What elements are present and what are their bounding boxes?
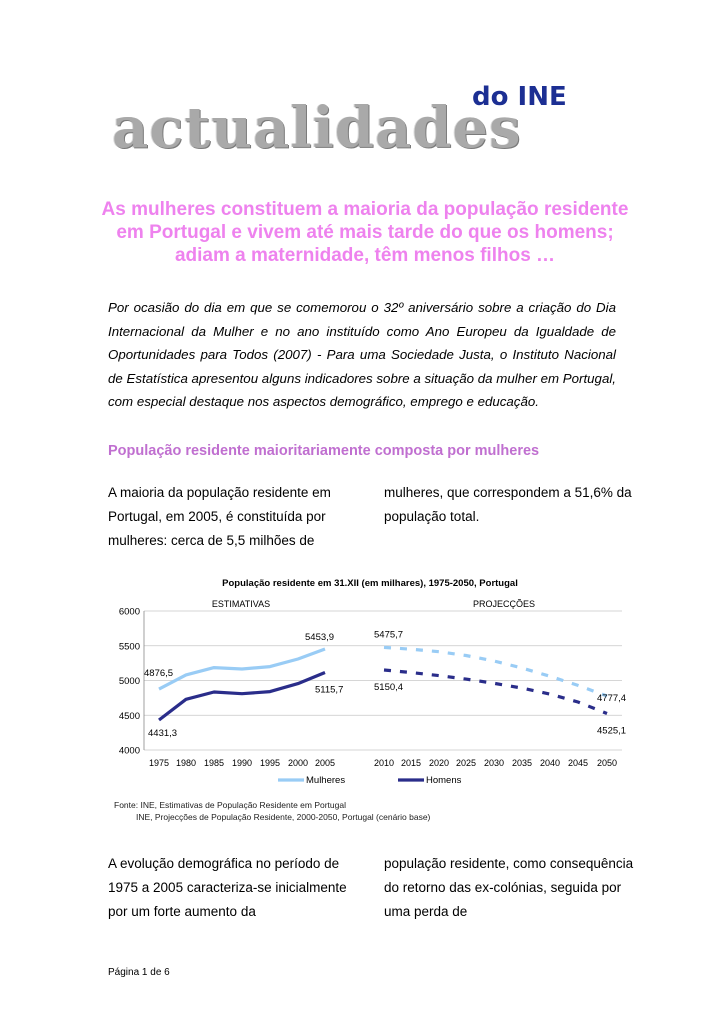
source-line-2: INE, Projecções de População Residente, 2000-2050, Portugal (cenário base) bbox=[136, 812, 431, 822]
x-tick-label: 2040 bbox=[539, 758, 561, 768]
x-tick-label: 2050 bbox=[596, 758, 618, 768]
series-homens-projections-line bbox=[384, 670, 607, 714]
y-tick-label: 4000 bbox=[118, 745, 140, 757]
x-tick-label: 2020 bbox=[428, 758, 450, 768]
page-number: Página 1 de 6 bbox=[108, 967, 170, 978]
data-label: 4777,4 bbox=[597, 692, 627, 704]
source-line-1: Fonte: INE, Estimativas de População Residente em Portugal bbox=[114, 800, 346, 810]
x-tick-label: 2045 bbox=[567, 758, 589, 768]
y-tick-label: 4500 bbox=[118, 710, 140, 722]
chart-svg bbox=[100, 572, 640, 802]
y-tick-label: 5500 bbox=[118, 641, 140, 653]
data-label: 4876,5 bbox=[144, 668, 174, 680]
section-label-estimates: ESTIMATIVAS bbox=[211, 599, 271, 609]
section-label-projections: PROJECÇÕES bbox=[472, 599, 536, 609]
y-tick-label: 5000 bbox=[118, 676, 140, 687]
x-tick-label: 2035 bbox=[511, 758, 533, 768]
x-tick-label: 1995 bbox=[259, 758, 281, 768]
data-label: 4525,1 bbox=[597, 725, 627, 737]
x-tick-label: 1975 bbox=[148, 758, 170, 768]
paragraph-2-left: A evolução demográfica no período de 1975 a 2005 caracteriza-se inicialmente por um forte aumento da bbox=[108, 856, 347, 919]
legend-label-mulheres: Mulheres bbox=[306, 775, 346, 786]
data-label: 5453,9 bbox=[305, 631, 335, 643]
chart-title: População residente em 31.XII (em milhares), 1975-2050, Portugal bbox=[222, 578, 518, 589]
series-homens-estimates-line bbox=[159, 673, 325, 721]
x-tick-label: 2030 bbox=[483, 758, 505, 768]
x-tick-label: 2010 bbox=[373, 758, 395, 768]
intro-paragraph: Por ocasião do dia em que se comemorou o 32º aniversário sobre a criação do Dia Internacional da Mulher e no ano instituído como Ano Europeu da Igualdade de Oportunidades para Todos (2007) - Para uma Sociedade Justa, o Instituto Nacional de Estatística apresentou alguns indicadores sobre a situação da mulher em Portugal, com especial destaque nos aspectos demográfico, emprego e educação. bbox=[108, 300, 616, 409]
x-tick-label: 1980 bbox=[175, 758, 197, 768]
paragraph-1-right: mulheres, que correspondem a 51,6% da população total. bbox=[384, 485, 632, 524]
paragraph-2-right: população residente, como consequência do retorno das ex-colónias, seguida por uma perda de bbox=[384, 856, 634, 919]
chart-source bbox=[114, 799, 430, 823]
population-chart bbox=[100, 572, 640, 802]
data-label: 5115,7 bbox=[315, 684, 344, 696]
x-tick-label: 1985 bbox=[203, 758, 225, 768]
x-tick-label: 2005 bbox=[314, 758, 336, 768]
headline: As mulheres constituem a maioria da população residente em Portugal e vivem até mais tarde do que os homens; adiam a maternidade, têm menos filhos … bbox=[101, 199, 629, 266]
x-tick-label: 2000 bbox=[287, 758, 309, 768]
data-label: 4431,3 bbox=[148, 728, 178, 740]
logo-subtitle: do INE bbox=[472, 82, 567, 112]
x-tick-label: 1990 bbox=[231, 758, 253, 768]
paragraph-1-left: A maioria da população residente em Portugal, em 2005, é constituída por mulheres: cerca de 5,5 milhões de bbox=[108, 485, 331, 548]
legend-label-homens: Homens bbox=[426, 775, 462, 786]
section-heading: População residente maioritariamente composta por mulheres bbox=[108, 443, 540, 459]
x-tick-label: 2015 bbox=[400, 758, 422, 768]
data-label: 5150,4 bbox=[374, 682, 404, 694]
x-tick-label: 2025 bbox=[455, 758, 477, 768]
y-tick-label: 6000 bbox=[118, 606, 140, 618]
data-label: 5475,7 bbox=[374, 629, 404, 641]
logo-title: actualidades bbox=[112, 95, 522, 161]
